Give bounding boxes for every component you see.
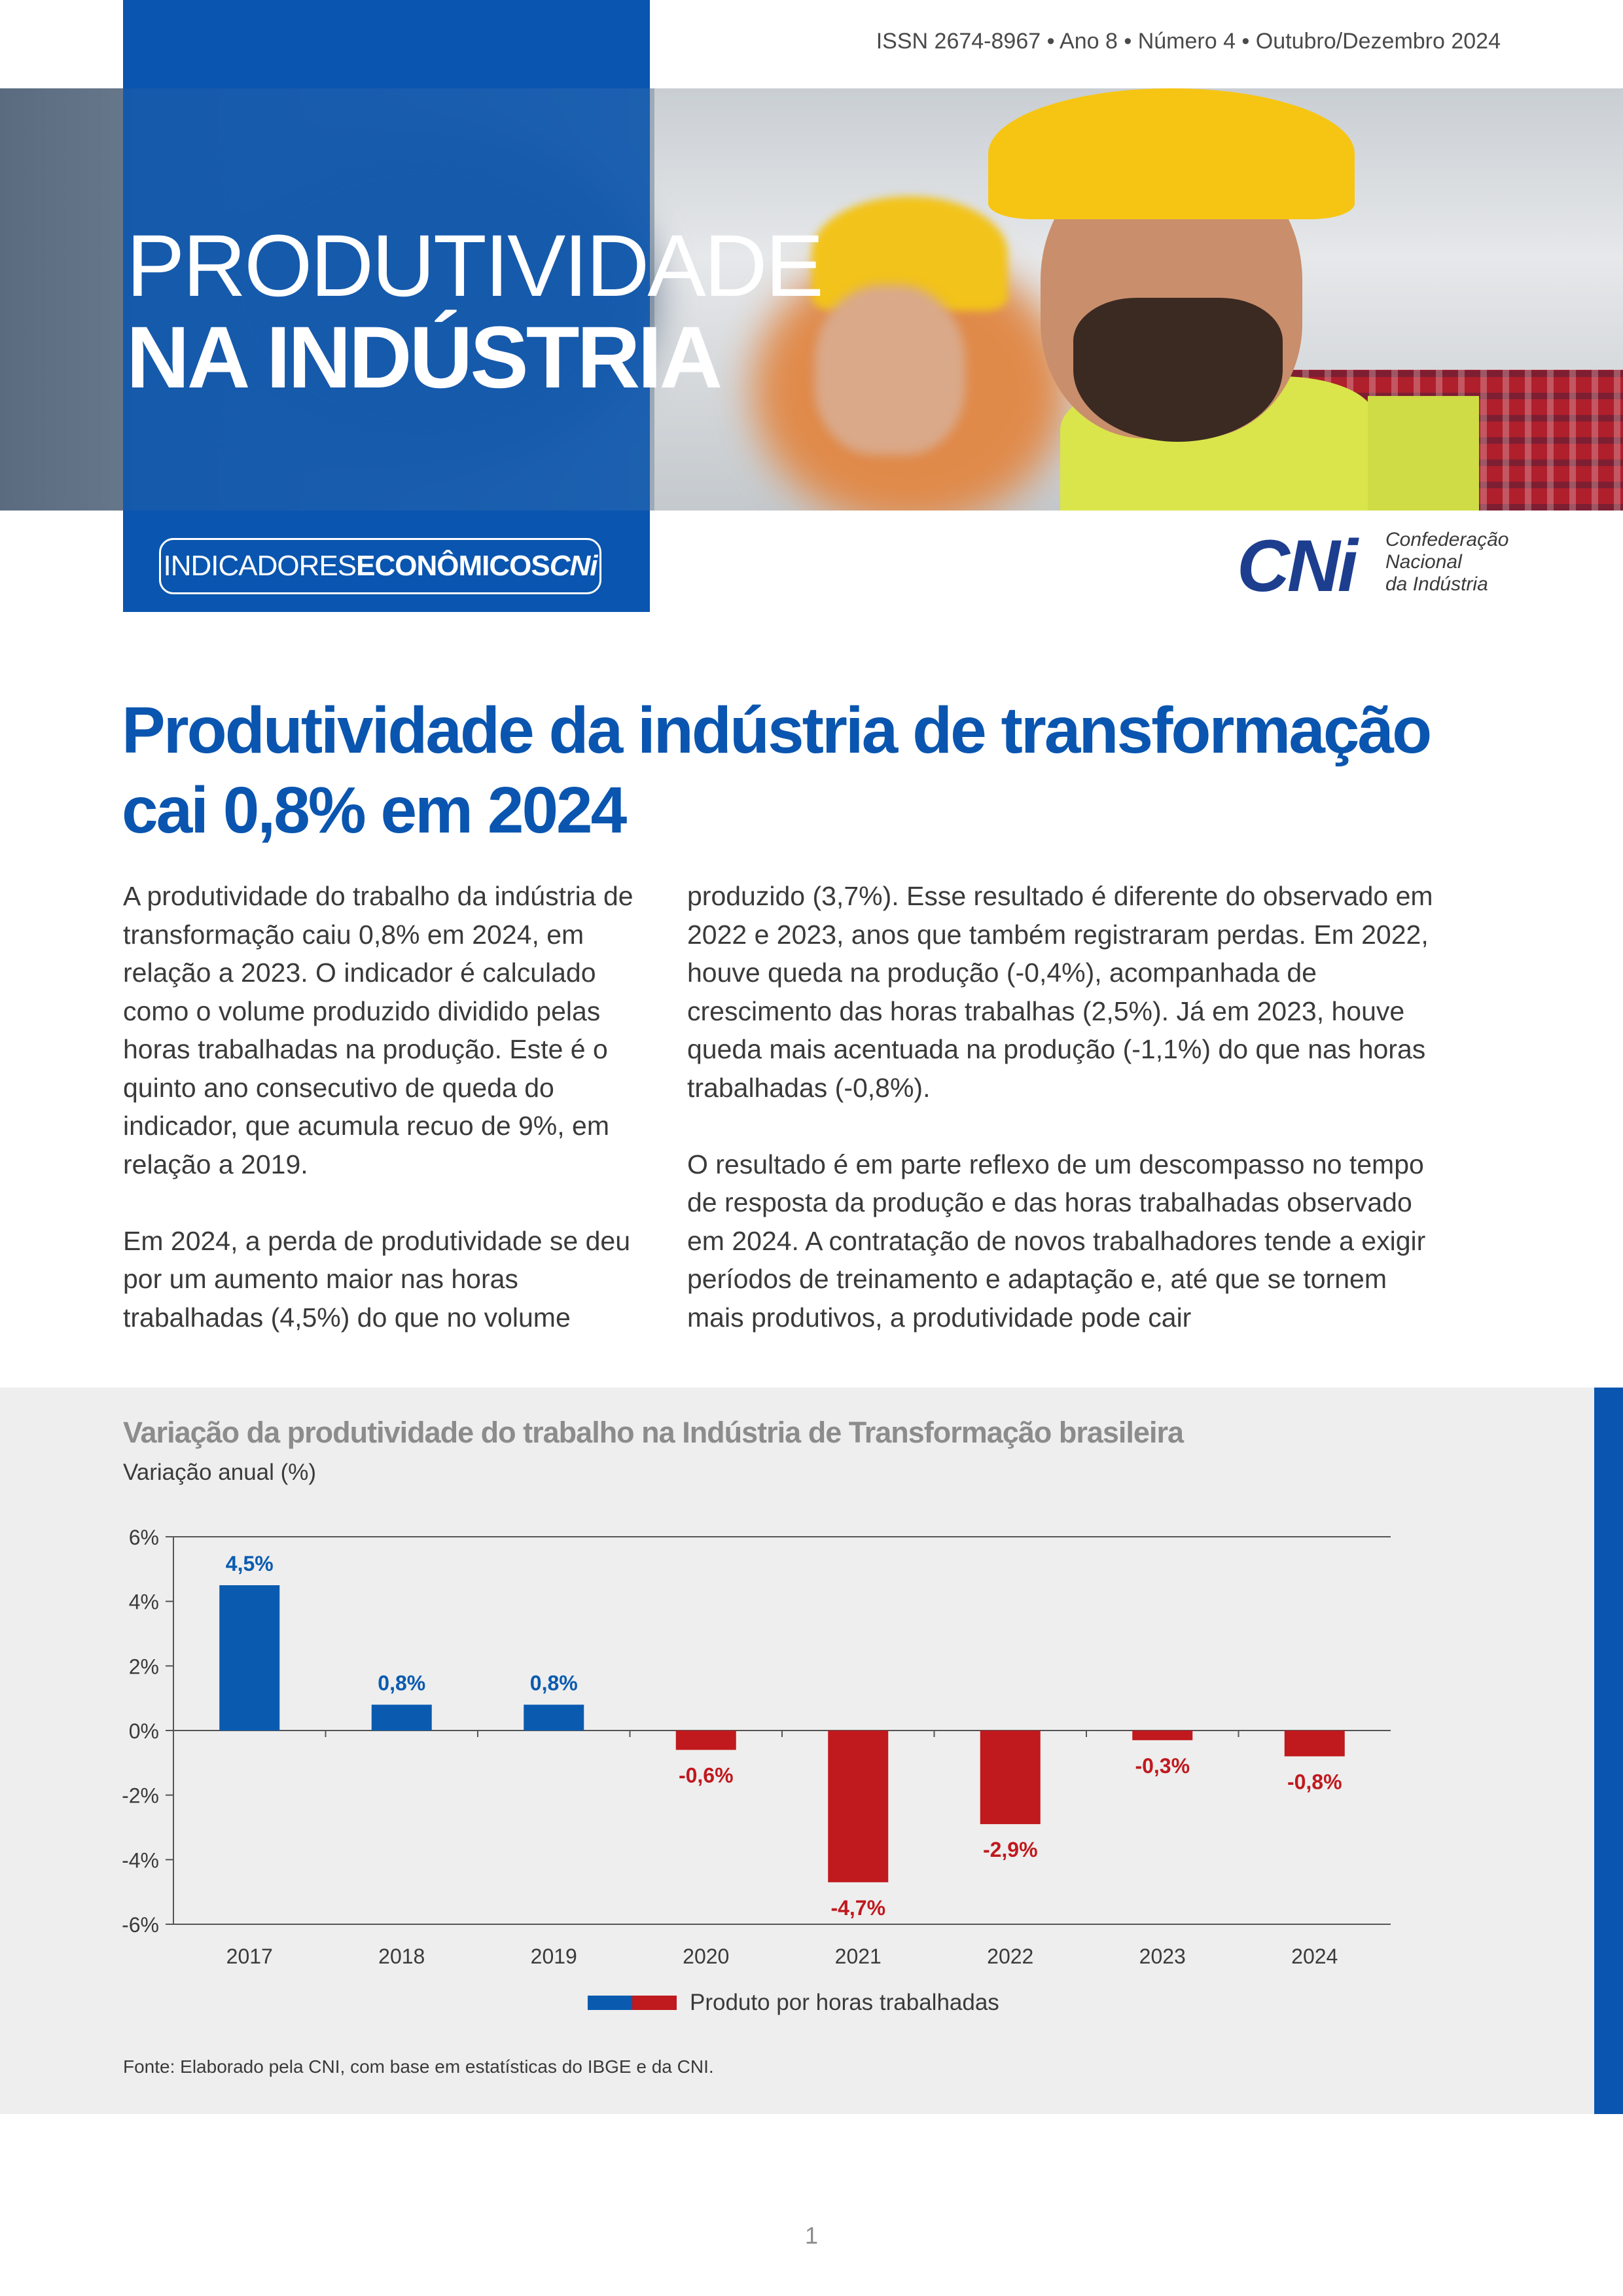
series-badge <box>159 538 601 594</box>
y-axis <box>122 1526 173 1937</box>
issn-line: ISSN 2674-8967 • Ano 8 • Número 4 • Outubro/Dezembro 2024 <box>876 29 1501 54</box>
x-tick-label-2018: 2018 <box>378 1945 425 1968</box>
y-tick-label: -4% <box>122 1848 159 1873</box>
helmet-front-worker <box>988 88 1355 219</box>
publication-title-line2: NA INDÚSTRIA <box>126 309 721 406</box>
cni-logo-mark: CNi <box>1237 525 1355 607</box>
x-tick-label-2020: 2020 <box>683 1945 730 1968</box>
legend-swatch-negative <box>632 1996 677 2010</box>
article-column-2 <box>687 877 1440 1375</box>
cni-name-line3: da Indústria <box>1385 573 1488 595</box>
paragraph: produzido (3,7%). Esse resultado é diferente do observado em 2022 e 2023, anos que também registraram perdas. Em 2022, houve queda na produção (-0,4%), acompanhada de crescimento das horas trabalhas (2,5%). Já em 2023, houve queda mais acentuada na produção (-1,1%) do que nas horas trabalhadas (-0,8%). <box>687 881 1433 1103</box>
chart-legend <box>588 1990 999 2016</box>
y-tick-label: -2% <box>122 1784 159 1808</box>
bar-2024 <box>1285 1731 1345 1756</box>
legend-swatch-positive <box>588 1996 632 2010</box>
bar-2017 <box>219 1585 279 1731</box>
x-tick-label-2021: 2021 <box>834 1945 882 1968</box>
headline-line2: cai 0,8% em 2024 <box>122 774 626 847</box>
y-tick-label: 4% <box>128 1590 159 1614</box>
paragraph: A produtividade do trabalho da indústria de transformação caiu 0,8% em 2024, em relação a 2023. O indicador é calculado como o volume produzido dividido pelas horas trabalhadas na produção. Este é o quinto ano consecutivo de queda do indicador, que acumula recuo de 9%, em relação a 2019. <box>123 881 633 1179</box>
x-axis <box>173 1537 1391 1968</box>
article-column-1 <box>123 877 660 1375</box>
x-tick-label-2024: 2024 <box>1291 1945 1338 1968</box>
cni-name-line1: Confederação <box>1385 529 1509 550</box>
value-label-2024: -0,8% <box>1287 1770 1342 1794</box>
chart-source: Fonte: Elaborado pela CNI, com base em estatísticas do IBGE e da CNI. <box>123 2056 714 2077</box>
value-label-2022: -2,9% <box>982 1838 1038 1862</box>
bar-chart <box>98 1505 1407 1977</box>
y-tick-label: 6% <box>128 1526 159 1549</box>
worker-vest-right <box>1368 396 1479 511</box>
article-headline <box>122 691 1529 850</box>
bar-2023 <box>1132 1731 1192 1740</box>
headline-line1: Produtividade da indústria de transformação <box>122 694 1431 767</box>
bar-2021 <box>828 1731 888 1882</box>
value-label-2017: 4,5% <box>225 1552 274 1575</box>
series-badge-part3: CNi <box>549 550 597 582</box>
paragraph: O resultado é em parte reflexo de um descompasso no tempo de resposta da produção e das horas trabalhadas observado em 2024. A contratação de novos trabalhadores tende a exigir períodos de treinamento e adaptação e, até que se tornem mais produtivos, a produtividade pode cair <box>687 1149 1426 1333</box>
series-badge-part1: INDICADORES <box>163 550 357 582</box>
bar-2022 <box>980 1731 1041 1824</box>
chart-title: Variação da produtividade do trabalho na Indústria de Transformação brasileira <box>123 1416 1183 1449</box>
legend-label: Produto por horas trabalhadas <box>690 1990 999 2015</box>
y-tick-label: 2% <box>128 1655 159 1679</box>
series-badge-part2: ECONÔMICOS <box>356 550 550 582</box>
value-label-2023: -0,3% <box>1135 1753 1190 1778</box>
bar-2018 <box>372 1705 432 1731</box>
x-tick-label-2023: 2023 <box>1139 1945 1186 1968</box>
y-tick-label: 0% <box>128 1719 159 1743</box>
cni-logo-name <box>1385 529 1508 596</box>
chart-side-stripe <box>1594 1388 1623 2114</box>
paragraph: Em 2024, a perda de produtividade se deu por um aumento maior nas horas trabalhadas (4,5%) do que no volume <box>123 1225 630 1333</box>
value-label-2018: 0,8% <box>378 1671 426 1695</box>
face-back-worker <box>815 285 965 455</box>
chart-y-label: Variação anual (%) <box>123 1460 317 1485</box>
page-number: 1 <box>804 2222 819 2249</box>
title-panel-top <box>123 0 650 88</box>
bar-2020 <box>676 1731 736 1750</box>
value-label-2020: -0,6% <box>678 1763 734 1787</box>
bar-2019 <box>524 1705 584 1731</box>
x-tick-label-2019: 2019 <box>530 1945 577 1968</box>
x-tick-label-2022: 2022 <box>987 1945 1034 1968</box>
cni-name-line2: Nacional <box>1385 551 1462 573</box>
x-tick-label-2017: 2017 <box>226 1945 273 1968</box>
value-label-2021: -4,7% <box>830 1895 886 1920</box>
value-label-2019: 0,8% <box>529 1671 578 1695</box>
y-tick-label: -6% <box>122 1913 159 1937</box>
worker-beard <box>1073 298 1283 442</box>
publication-title-line1: PRODUTIVIDADE <box>126 217 822 315</box>
